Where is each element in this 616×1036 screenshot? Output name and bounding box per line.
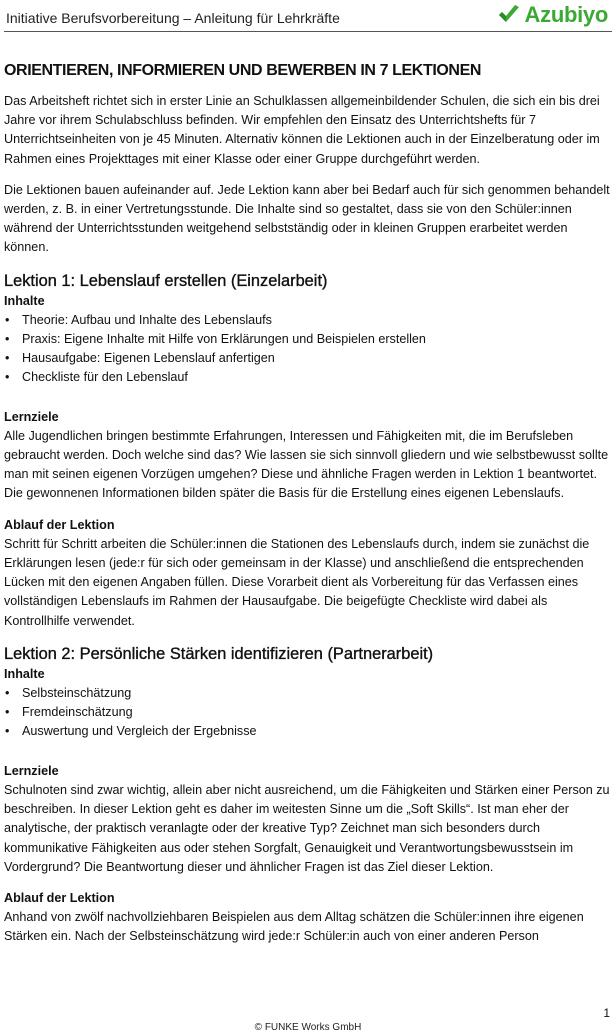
intro-paragraph: Das Arbeitsheft richtet sich in erster Linie an Schulklassen allgemeinbildender Schulen, die sich ein bis drei Jahre vor ihrem Schulabschluss befinden. Wir empfehlen den Einsatz des Unterrichtshefts für 7 Unterrichtseinheiten von je 45 Minuten. Alternativ können die Lektionen auch in der Einzelberatung oder im Rahmen eines Projekttages mit einer Klasse oder einer Gruppe durchgeführt werden.	[4, 94, 600, 166]
logo-text: Azubiyo	[524, 2, 608, 27]
list-item: • Selbsteinschätzung	[4, 684, 612, 703]
checkmark-logo-icon	[496, 2, 522, 28]
contents-list	[4, 684, 612, 742]
list-item: • Checkliste für den Lebenslauf	[4, 368, 612, 387]
lesson-1-section	[4, 270, 612, 631]
intro-paragraph: Die Lektionen bauen aufeinander auf. Jede Lektion kann aber bei Bedarf auch für sich genommen behandelt werden, z. B. in einer Vertretungsstunde. Die Inhalte sind so gestaltet, dass sie von den Schüler:innen während der Unterrichtsstunden weitgehend selbstständig oder in kleinen Gruppen erarbeitet werden können.	[4, 182, 610, 255]
flow-text: Schritt für Schritt arbeiten die Schüler:innen die Stationen des Lebenslaufs durch, indem sie zunächst die Erklärungen lesen (jede:r für sich oder gemeinsam in der Klasse) und anschließend die entsprechenden Lücken mit den eigenen Angaben füllen. Diese Vorarbeit dient als Vorbereitung für das Verfassen eines vollständigen Lebenslaufs im Rahmen der Hausaufgabe. Die beigefügte Checkliste wird dabei als Kontrollhilfe verwendet.	[4, 536, 590, 628]
document-title: ORIENTIEREN, INFORMIEREN UND BEWERBEN IN 7 LEKTIONEN	[4, 62, 482, 79]
lesson-title: Lektion 2: Persönliche Stärken identifizieren (Partnerarbeit)	[4, 644, 434, 663]
document-body	[4, 60, 612, 959]
list-item: • Hausaufgabe: Eigenen Lebenslauf anfertigen	[4, 349, 612, 368]
list-item: • Auswertung und Vergleich der Ergebnisse	[4, 722, 612, 741]
flow-text: Anhand von zwölf nachvollziehbaren Beispielen aus dem Alltag schätzen die Schüler:innen ihre eigenen Stärken ein. Nach der Selbsteinschätzung wird jede:r Schüler:in auch von einer anderen Person	[4, 910, 584, 944]
list-item: • Theorie: Aufbau und Inhalte des Lebenslaufs	[4, 311, 612, 330]
copyright-notice: © FUNKE Works GmbH	[254, 1022, 362, 1033]
goals-heading: Lernziele	[4, 409, 59, 424]
flow-heading: Ablauf der Lektion	[4, 890, 115, 905]
page-header	[0, 0, 616, 34]
list-item: • Praxis: Eigene Inhalte mit Hilfe von Erklärungen und Beispielen erstellen	[4, 330, 612, 349]
flow-heading: Ablauf der Lektion	[4, 517, 115, 532]
contents-heading: Inhalte	[4, 293, 45, 308]
contents-heading: Inhalte	[4, 666, 45, 681]
lesson-title: Lektion 1: Lebenslauf erstellen (Einzelarbeit)	[4, 271, 328, 290]
azubiyo-logo	[496, 2, 608, 28]
header-title: Initiative Berufsvorbereitung – Anleitung für Lehrkräfte	[6, 10, 340, 26]
goals-text: Schulnoten sind zwar wichtig, allein aber nicht ausreichend, um die Fähigkeiten und Stärken einer Person zu beschreiben. In dieser Lektion geht es daher im weitesten Sinne um die „Soft Skills“. Ist man eher der analytische, der praktisch veranlagte oder der kreative Typ? Zeichnet man sich besonders durch kommunikative Fähigkeiten aus oder stehen Sorgfalt, Genauigkeit und Verantwortungsbewusstsein im Vordergrund? Die Beantwortung dieser und ähnlicher Fragen ist das Ziel dieser Lektion.	[4, 782, 610, 874]
contents-list	[4, 311, 612, 388]
header-divider	[4, 31, 612, 32]
lesson-2-section	[4, 643, 612, 947]
page-number: 1	[603, 1006, 610, 1020]
goals-heading: Lernziele	[4, 763, 59, 778]
goals-text: Alle Jugendlichen bringen bestimmte Erfahrungen, Interessen und Fähigkeiten mit, die im Berufsleben gebraucht werden. Doch welche sind das? Wie lassen sie sich sinnvoll gliedern und wie selbstbewusst sollte man mit seinen eigenen Vorzügen umgehen? Diese und ähnliche Fragen werden in Lektion 1 beantwortet. Die gewonnenen Informationen bilden später die Basis für die Erstellung eines eigenen Lebenslaufs.	[4, 428, 609, 501]
list-item: • Fremdeinschätzung	[4, 703, 612, 722]
